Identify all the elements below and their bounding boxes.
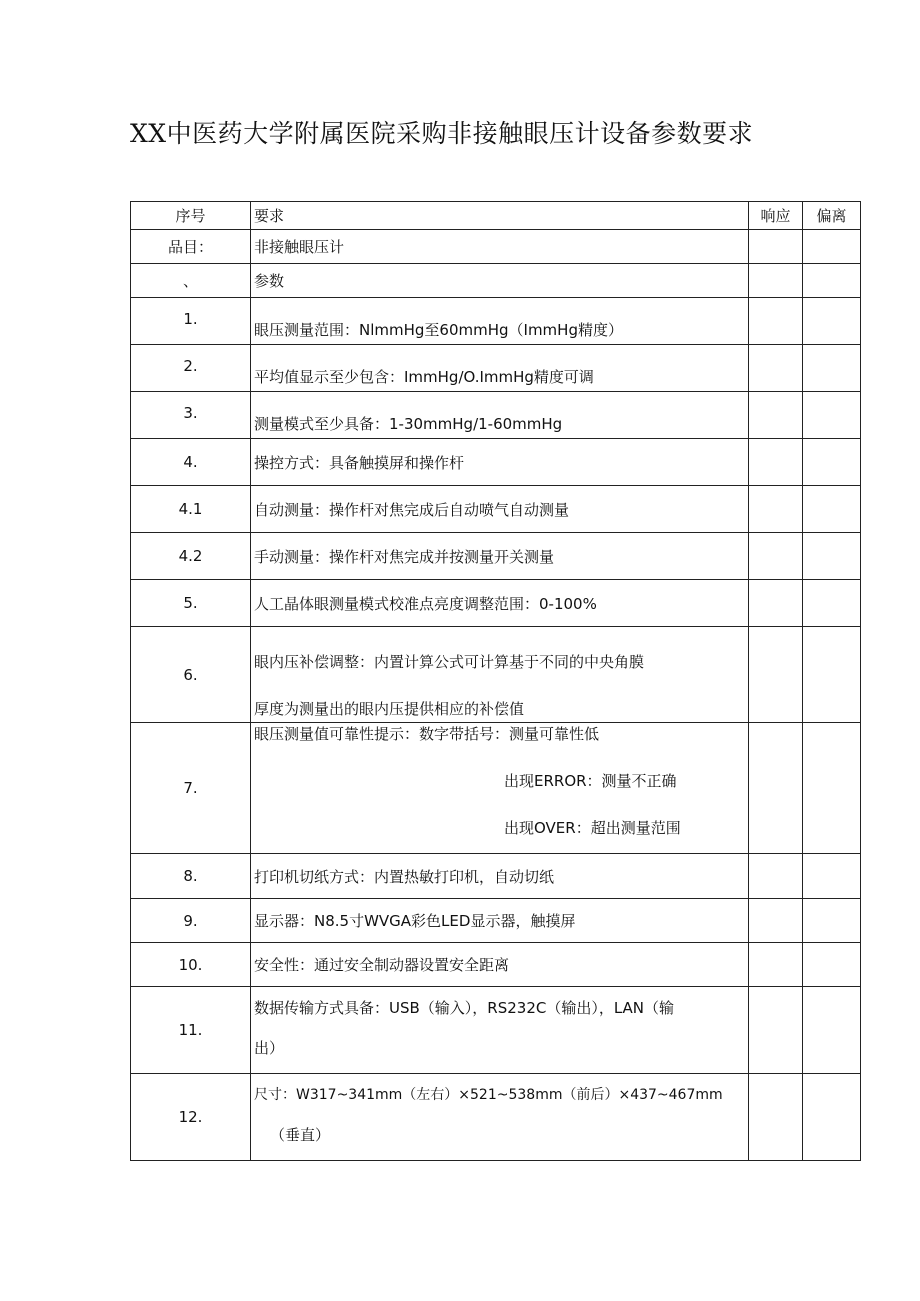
- deviation-cell: [803, 854, 861, 899]
- deviation-cell: [803, 899, 861, 943]
- item-name: 非接触眼压计: [251, 230, 749, 264]
- row-no: 4.1: [131, 486, 251, 533]
- param-title: 参数: [251, 264, 749, 298]
- row-requirement: [251, 723, 749, 854]
- table-row: [131, 723, 861, 854]
- table-row: [131, 392, 861, 439]
- deviation-cell: [803, 1074, 861, 1161]
- deviation-cell: [803, 943, 861, 987]
- deviation-cell: [803, 723, 861, 854]
- response-cell: [749, 533, 803, 580]
- header-no: 序号: [131, 202, 251, 230]
- table-row: [131, 899, 861, 943]
- deviation-cell: [803, 264, 861, 298]
- item-label: 品目：: [131, 230, 251, 264]
- deviation-cell: [803, 298, 861, 345]
- row-no: 11.: [131, 987, 251, 1074]
- deviation-cell: [803, 392, 861, 439]
- requirement-line: （垂直）: [270, 1126, 331, 1144]
- table-row: [131, 943, 861, 987]
- response-cell: [749, 439, 803, 486]
- row-no: 4.2: [131, 533, 251, 580]
- row-no: 5.: [131, 580, 251, 627]
- requirement-line: 眼内压补偿调整：内置计算公式可计算基于不同的中央角膜: [254, 653, 645, 671]
- header-response: 响应: [749, 202, 803, 230]
- response-cell: [749, 486, 803, 533]
- row-no: 1.: [131, 298, 251, 345]
- table-row: [131, 1074, 861, 1161]
- response-cell: [749, 580, 803, 627]
- response-cell: [749, 627, 803, 723]
- header-deviation: 偏离: [803, 202, 861, 230]
- deviation-cell: [803, 533, 861, 580]
- response-cell: [749, 298, 803, 345]
- requirement-line: 眼压测量值可靠性提示：数字带括号：测量可靠性低: [254, 725, 600, 743]
- row-no: 6.: [131, 627, 251, 723]
- spec-table: [130, 201, 861, 1161]
- row-requirement: 测量模式至少具备：1-30mmHg/1-60mmHg: [251, 392, 749, 439]
- response-cell: [749, 723, 803, 854]
- deviation-cell: [803, 439, 861, 486]
- row-no: 7.: [131, 723, 251, 854]
- table-header-row: [131, 202, 861, 230]
- table-row: [131, 486, 861, 533]
- requirement-line: 出）: [254, 1039, 285, 1057]
- requirement-line: 数据传输方式具备：USB（输入），RS232C（输出），LAN（输: [254, 999, 675, 1017]
- deviation-cell: [803, 627, 861, 723]
- table-row: [131, 298, 861, 345]
- row-requirement: [251, 987, 749, 1074]
- response-cell: [749, 899, 803, 943]
- row-requirement: 打印机切纸方式：内置热敏打印机，自动切纸: [251, 854, 749, 899]
- row-no: 8.: [131, 854, 251, 899]
- param-label: 、: [131, 264, 251, 298]
- table-row: [131, 533, 861, 580]
- row-requirement: 手动测量：操作杆对焦完成并按测量开关测量: [251, 533, 749, 580]
- response-cell: [749, 943, 803, 987]
- response-cell: [749, 392, 803, 439]
- deviation-cell: [803, 345, 861, 392]
- row-requirement: 自动测量：操作杆对焦完成后自动喷气自动测量: [251, 486, 749, 533]
- table-row: [131, 987, 861, 1074]
- row-no: 3.: [131, 392, 251, 439]
- requirement-line: 出现OVER：超出测量范围: [504, 819, 681, 837]
- response-cell: [749, 264, 803, 298]
- requirement-line: 出现ERROR：测量不正确: [504, 772, 677, 790]
- item-row: [131, 230, 861, 264]
- param-row: [131, 264, 861, 298]
- response-cell: [749, 987, 803, 1074]
- requirement-line: 尺寸：W317~341mm（左右）×521~538mm（前后）×437~467mm: [254, 1087, 723, 1103]
- response-cell: [749, 1074, 803, 1161]
- row-requirement: 显示器：N8.5寸WVGA彩色LED显示器，触摸屏: [251, 899, 749, 943]
- row-requirement: [251, 627, 749, 723]
- header-requirement: 要求: [251, 202, 749, 230]
- row-requirement: 操控方式：具备触摸屏和操作杆: [251, 439, 749, 486]
- deviation-cell: [803, 230, 861, 264]
- response-cell: [749, 230, 803, 264]
- row-requirement: 眼压测量范围：NlmmHg至60mmHg（ImmHg精度）: [251, 298, 749, 345]
- row-requirement: 安全性：通过安全制动器设置安全距离: [251, 943, 749, 987]
- document-title: XX中医药大学附属医院采购非接触眼压计设备参数要求: [130, 119, 754, 148]
- deviation-cell: [803, 486, 861, 533]
- row-requirement: 平均值显示至少包含：ImmHg/O.ImmHg精度可调: [251, 345, 749, 392]
- table-row: [131, 854, 861, 899]
- row-requirement: [251, 1074, 749, 1161]
- response-cell: [749, 854, 803, 899]
- requirement-line: 厚度为测量出的眼内压提供相应的补偿值: [254, 700, 525, 718]
- row-no: 4.: [131, 439, 251, 486]
- table-row: [131, 580, 861, 627]
- row-no: 10.: [131, 943, 251, 987]
- row-no: 9.: [131, 899, 251, 943]
- deviation-cell: [803, 987, 861, 1074]
- table-row: [131, 345, 861, 392]
- row-no: 12.: [131, 1074, 251, 1161]
- table-row: [131, 439, 861, 486]
- table-row: [131, 627, 861, 723]
- response-cell: [749, 345, 803, 392]
- deviation-cell: [803, 580, 861, 627]
- row-no: 2.: [131, 345, 251, 392]
- row-requirement: 人工晶体眼测量模式校准点亮度调整范围：0-100%: [251, 580, 749, 627]
